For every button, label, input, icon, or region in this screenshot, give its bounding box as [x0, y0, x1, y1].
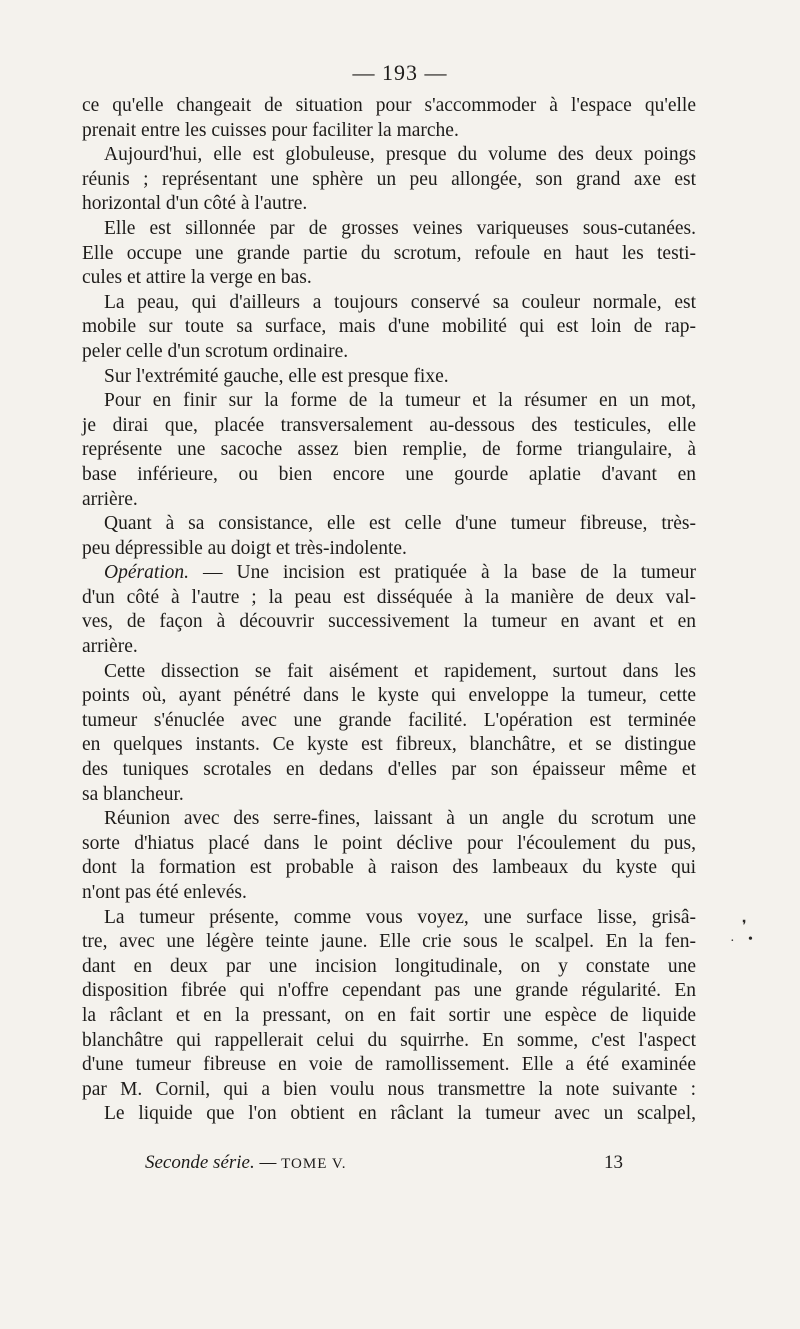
- section-label: Opération.: [104, 562, 190, 584]
- text-line: [82, 365, 696, 390]
- line-text: ce qu'elle changeait de situation pour s'accommoder à l'espace qu'elle: [82, 95, 696, 116]
- line-text: Réunion avec des serre-fines, laissant à un angle du scrotum une: [104, 808, 696, 830]
- text-line: [82, 143, 696, 168]
- text-line: [82, 832, 696, 857]
- line-text: Cette dissection se fait aisément et rapidement, surtout dans les: [104, 660, 696, 682]
- text-line: [82, 192, 696, 217]
- line-text: d'une tumeur fibreuse en voie de ramollissement. Elle a été examinée: [82, 1054, 696, 1076]
- line-text: dont la formation est probable à raison des lambeaux du kyste qui: [82, 857, 696, 879]
- text-line: [82, 1004, 696, 1029]
- text-line: [82, 733, 696, 758]
- line-text: réunis ; représentant une sphère un peu allongée, son grand axe est: [82, 168, 696, 190]
- line-text: peler celle d'un scrotum ordinaire.: [82, 340, 349, 362]
- line-text: cules et attire la verge en bas.: [82, 267, 312, 289]
- text-line: [82, 291, 696, 316]
- line-text: des tuniques scrotales en dedans d'elles par son épaisseur même et: [82, 759, 696, 781]
- line-text: arrière.: [82, 488, 138, 510]
- line-text: n'ont pas été enlevés.: [82, 882, 247, 903]
- text-line: [82, 979, 696, 1004]
- line-text: Pour en finir sur la forme de la tumeur et la résumer en un mot,: [104, 390, 696, 412]
- line-text: peu dépressible au doigt et très-indolente.: [82, 537, 407, 559]
- line-text: tumeur s'énuclée avec une grande facilité. L'opération est terminée: [82, 709, 696, 731]
- text-line: [82, 266, 696, 291]
- text-line: [82, 758, 696, 783]
- text-line: [82, 1102, 696, 1127]
- text-line: [82, 561, 696, 586]
- line-text: arrière.: [82, 636, 138, 658]
- ink-speck: •: [748, 932, 753, 947]
- line-text: représente une sacoche assez bien remplie, de forme triangulaire, à: [82, 439, 696, 461]
- text-line: [82, 94, 696, 119]
- text-line: [82, 168, 696, 193]
- line-text: blanchâtre qui rappellerait celui du squirrhe. En somme, c'est l'aspect: [82, 1029, 696, 1051]
- line-text: dant en deux par une incision longitudinale, on y constate une: [82, 955, 696, 977]
- text-line: [82, 438, 696, 463]
- text-line: [82, 463, 696, 488]
- line-text: en quelques instants. Ce kyste est fibreux, blanchâtre, et se distingue: [82, 734, 696, 756]
- text-line: [82, 242, 696, 267]
- text-line: [82, 807, 696, 832]
- line-text: La peau, qui d'ailleurs a toujours conservé sa couleur normale, est: [104, 291, 696, 313]
- text-line: [82, 709, 696, 734]
- line-text: Elle occupe une grande partie du scrotum, refoule en haut les testi-: [82, 242, 696, 264]
- footer-tome: TOME V.: [281, 1156, 347, 1172]
- text-line: [82, 586, 696, 611]
- footer-series: Seconde série. — TOME V.: [145, 1152, 347, 1173]
- line-text: sorte d'hiatus placé dans le point déclive pour l'écoulement du pus,: [82, 832, 696, 854]
- line-text: sa blancheur.: [82, 783, 184, 805]
- text-line: [82, 610, 696, 635]
- line-text: Sur l'extrémité gauche, elle est presque fixe.: [104, 365, 449, 387]
- line-text: la râclant et en la pressant, on en fait sortir une espèce de liquide: [82, 1004, 696, 1026]
- line-text: Quant à sa consistance, elle est celle d'une tumeur fibreuse, très-: [104, 513, 696, 535]
- line-text: La tumeur présente, comme vous voyez, une surface lisse, grisâ-: [104, 906, 696, 928]
- line-text: Le liquide que l'on obtient en râclant la tumeur avec un scalpel,: [104, 1103, 696, 1125]
- line-text: Aujourd'hui, elle est globuleuse, presque du volume des deux poings: [104, 144, 696, 166]
- text-line: [82, 119, 696, 144]
- line-text: prenait entre les cuisses pour faciliter la marche.: [82, 119, 459, 141]
- text-line: [82, 340, 696, 365]
- line-text: horizontal d'un côté à l'autre.: [82, 193, 308, 215]
- line-text: je dirai que, placée transversalement au-dessous des testicules, elle: [82, 414, 696, 436]
- line-text: mobile sur toute sa surface, mais d'une mobilité qui est loin de rap-: [82, 316, 696, 338]
- text-line: [82, 955, 696, 980]
- footer-signature-mark: 13: [604, 1152, 623, 1173]
- text-line: [82, 906, 696, 931]
- line-text: — Une incision est pratiquée à la base de la tumeur: [189, 562, 696, 584]
- line-text: ves, de façon à découvrir successivement la tumeur en avant et en: [82, 611, 696, 633]
- line-text: base inférieure, ou bien encore une gourde aplatie d'avant en: [82, 463, 696, 485]
- text-line: [82, 856, 696, 881]
- text-line: [82, 488, 696, 513]
- text-line: [82, 315, 696, 340]
- text-line: [82, 414, 696, 439]
- text-line: [82, 512, 696, 537]
- text-line: [82, 1078, 696, 1103]
- line-text: Elle est sillonnée par de grosses veines variqueuses sous-cutanées.: [104, 217, 696, 239]
- line-text: disposition fibrée qui n'offre cependant pas une grande régularité. En: [82, 980, 696, 1002]
- body-text: [82, 94, 696, 1127]
- text-line: [82, 660, 696, 685]
- text-line: [82, 930, 696, 955]
- text-line: [82, 1053, 696, 1078]
- line-text: par M. Cornil, qui a bien voulu nous transmettre la note suivante :: [82, 1078, 696, 1100]
- text-line: [82, 684, 696, 709]
- line-text: points où, ayant pénétré dans le kyste qui enveloppe la tumeur, cette: [82, 685, 696, 707]
- text-line: [82, 389, 696, 414]
- line-text: d'un côté à l'autre ; la peau est disséquée à la manière de deux val-: [82, 586, 696, 608]
- text-line: [82, 537, 696, 562]
- ink-speck: ❜: [742, 919, 747, 934]
- ink-speck: ·: [730, 934, 735, 949]
- text-line: [82, 881, 696, 906]
- text-line: [82, 217, 696, 242]
- text-line: [82, 635, 696, 660]
- page-number: — 193 —: [352, 60, 448, 85]
- line-text: tre, avec une légère teinte jaune. Elle crie sous le scalpel. En la fen-: [82, 931, 696, 953]
- text-line: [82, 783, 696, 808]
- text-line: [82, 1029, 696, 1054]
